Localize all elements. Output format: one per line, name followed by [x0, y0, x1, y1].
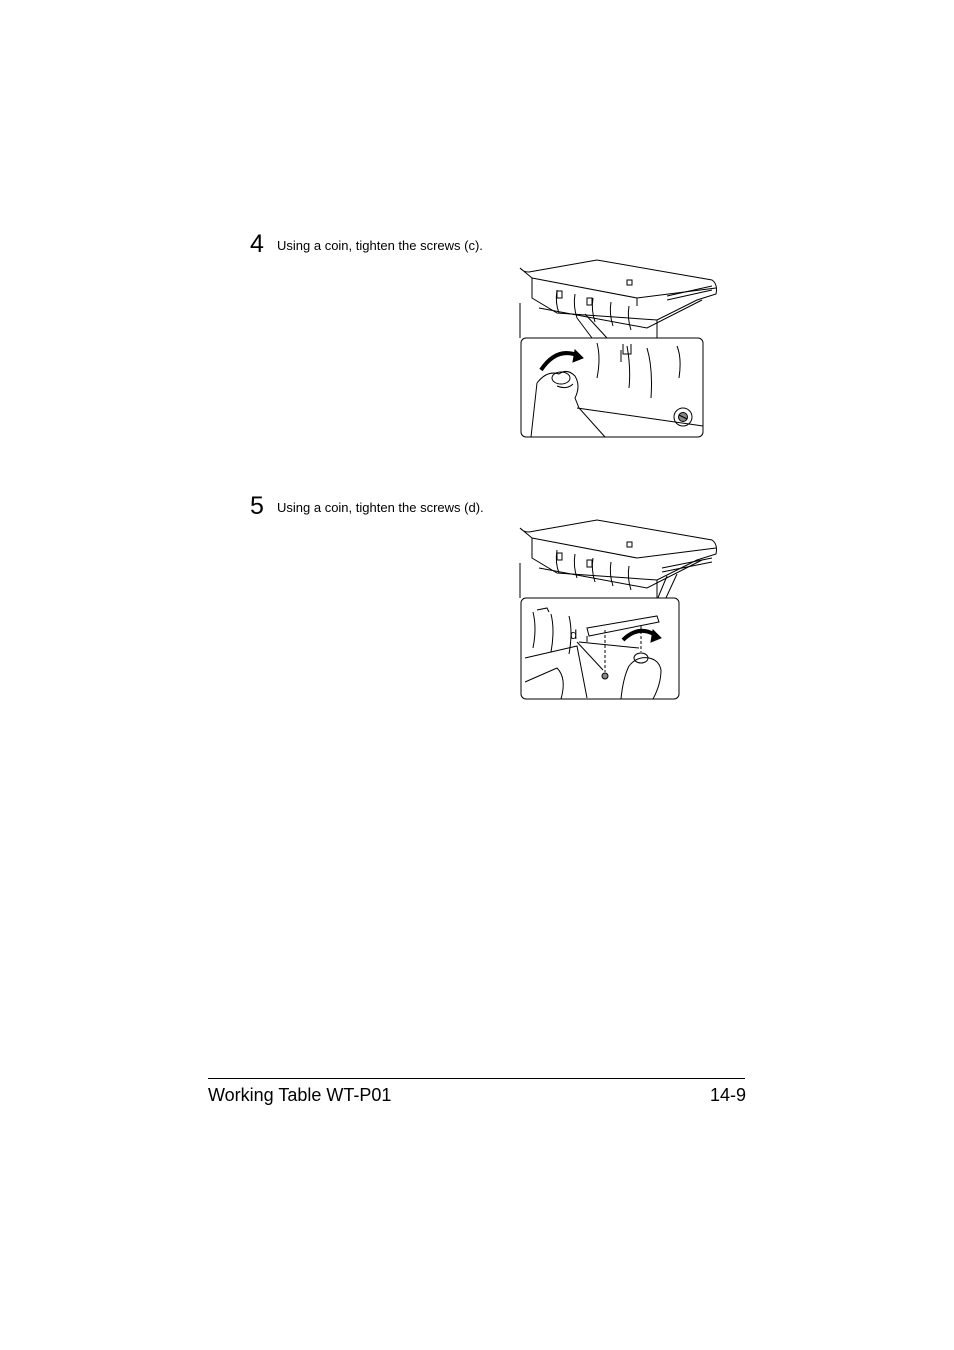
page-number: 14-9: [709, 1085, 746, 1105]
callout-label-d: d: [570, 627, 578, 642]
step-instruction: Using a coin, tighten the screws (d).: [277, 500, 484, 515]
step-instruction: Using a coin, tighten the screws (c).: [277, 238, 483, 253]
step-4-illustration: [517, 258, 722, 440]
step-number: 4: [250, 230, 264, 258]
step-5-illustration: [517, 518, 722, 703]
footer-title: Working Table WT-P01: [208, 1085, 392, 1105]
footer-rule: [208, 1078, 745, 1079]
step-number: 5: [250, 492, 264, 520]
